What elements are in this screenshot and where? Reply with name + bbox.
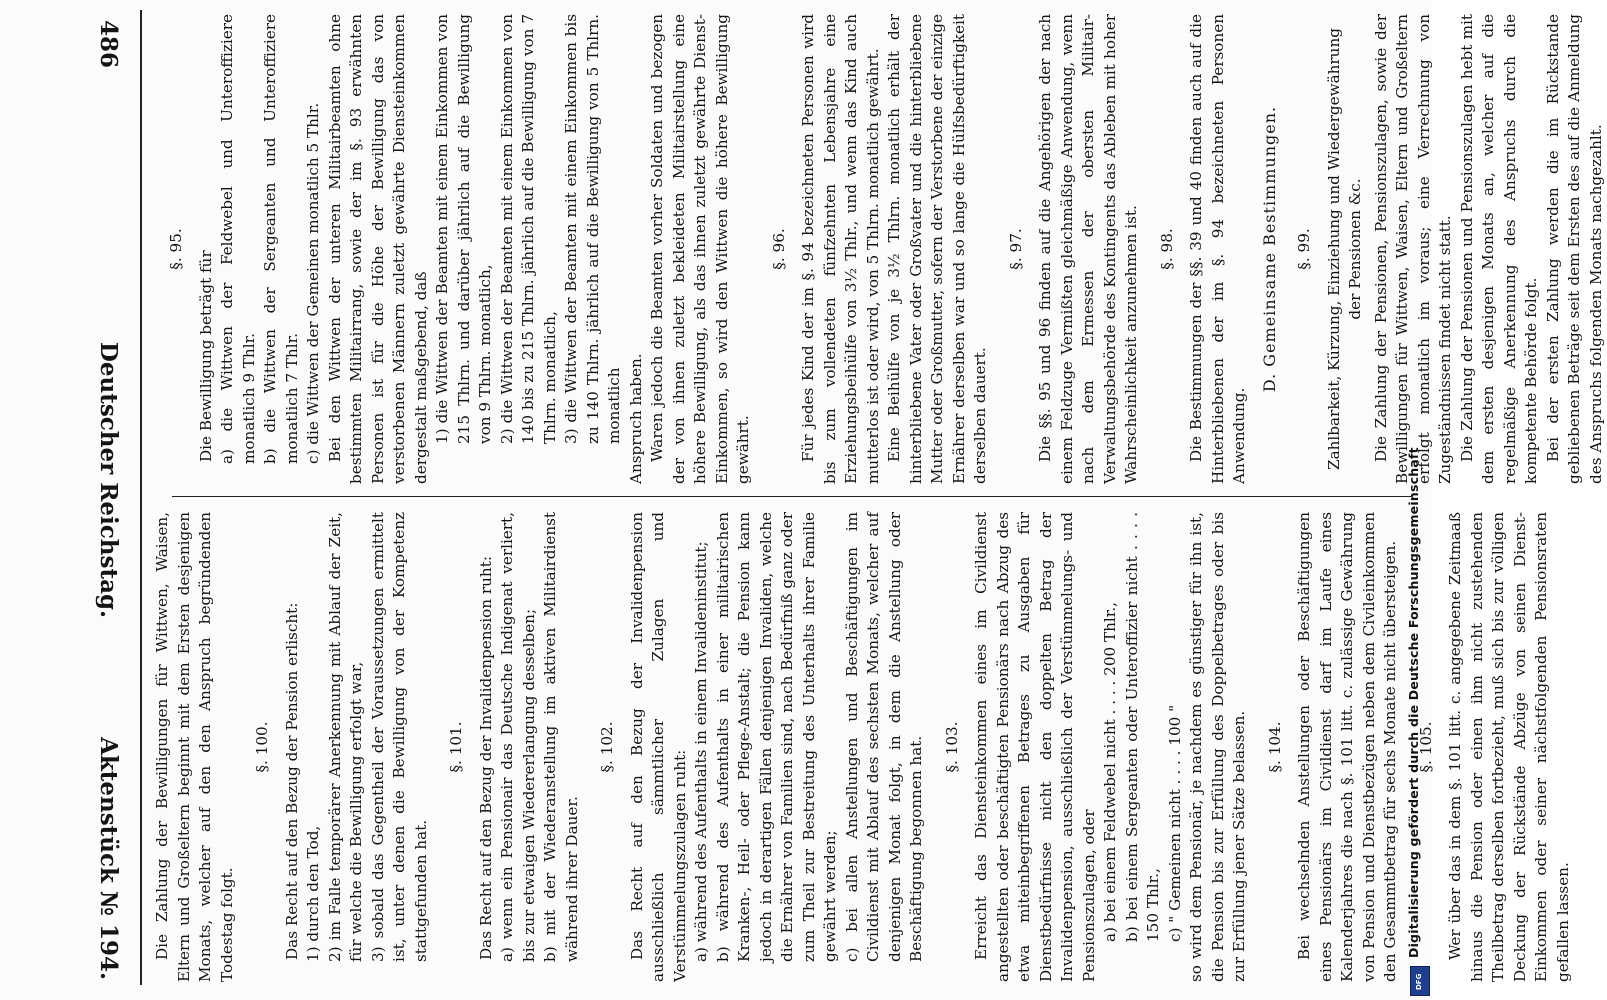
continuation-text: Die Zahlung der Bewilligungen für Wittwen, Waisen, Eltern und Großeltern beginnt mit dem Ersten desjenigen Monats, welcher auf den den Anspruch begründenden Todestag folgt. <box>153 512 236 982</box>
section-97-text: Die §§. 95 und 96 finden auf die Angehörigen der nach einem Feldzuge Vermißten gleichmäßige Anwendung, wenn nach dem Ermessen der obersten Militair-Verwaltungsbehörde des Kontingents das Ableben mit hoher Wahrscheinlichkeit anzunehmen ist. <box>1036 14 1140 484</box>
section-98-title: §. 98. <box>1157 228 1176 270</box>
section-103-item-c: c) " Gemeinen nicht . . . . 100 " <box>1165 704 1184 942</box>
digitization-credit: Digitalisierung gefördert durch die Deutsche Forschungsgemeinschaft <box>1406 447 1421 958</box>
column-divider <box>172 496 1412 497</box>
section-103-end: so wird dem Pensionär, je nachdem es günstiger für ihn ist, die Pension bis zur Erfüllung des Doppelbetrages oder bis zur Erfüllung jener Sätze belassen. <box>1187 512 1248 982</box>
section-99-heading: Zahlbarkeit, Kürzung, Einziehung und Wiedergewährung der Pensionen &c. <box>1324 28 1364 470</box>
section-95-end: Anspruch haben. <box>626 353 645 484</box>
section-101-item-a: a) wenn ein Pensionair das Deutsche Indigenat verliert, bis zur etwaigen Wiedererlangung desselben; <box>498 512 538 962</box>
section-99-text-3: Bei der ersten Zahlung werden die im Rückstande gebliebenen Beträge seit dem Ersten des auf die Anmeldung des Anspruchs folgenden Monats nachgezahlt. <box>1543 14 1605 484</box>
section-95-item-b: b) die Wittwen der Sergeanten und Unteroffiziere monatlich 7 Thlr. <box>261 14 301 464</box>
section-102-item-a: a) während des Aufenthalts in einem Invalideninstitut; <box>692 541 710 962</box>
section-104-text: Bei wechselnden Anstellungen oder Beschäftigungen eines Pensionärs im Civildienst darf im Laufe eines Kalenderjahres die nach §. 101 litt. c. zulässige Gewährung von Pension und Dienstbezügen neben dem Civileinkommen den Gesammtbetrag für sechs Monate nicht übersteigen. <box>1295 512 1399 982</box>
section-95-item-a: a) die Wittwen der Feldwebel und Unteroffiziere monatlich 9 Thlr. <box>218 14 258 464</box>
section-99-text: Die Zahlung der Pensionen, Pensionszulagen, sowie der Bewilligungen für Wittwen, Waisen, Eltern und Großeltern erfolgt monatlich im voraus; eine Verrechnung von Zugeständnissen findet nicht statt. <box>1371 14 1454 484</box>
part-d-heading: D. Gemeinsame Bestimmungen. <box>1259 105 1279 393</box>
section-101-title: §. 101. <box>447 721 465 773</box>
section-100-intro: Das Recht auf den Bezug der Pension erlischt: <box>282 602 301 960</box>
section-96-text-2: Eine Beihülfe von je 3½ Thlrn. monatlich erhält der hinterbliebene Vater oder Großvater und die hinterbliebene Mutter oder Großmutter, sofern der Verstorbene der einzige Ernährer derselben war und so lange die Hülfsbedürftigkeit derselben dauert. <box>885 14 989 484</box>
section-95-item-1: 1) die Wittwen der Beamten mit einem Einkommen von 215 Thlrn. und darüber jährlich auf die Bewilligung von 9 Thlrn. monatlich, <box>433 14 494 444</box>
section-95-item-2: 2) die Wittwen der Beamten mit einem Einkommen von 140 bis zu 215 Thlrn. jährlich auf die Bewilligung von 7 Thlrn. monatlich, <box>497 14 559 444</box>
section-104-title: §. 104. <box>1265 721 1284 773</box>
section-97-title: §. 97. <box>1006 228 1025 270</box>
section-102-item-b: b) während des Aufenthalts in einer militairischen Kranken-, Heil- oder Pflege-Anstalt; die Pension kann jedoch in derartigen Fällen denjenigen Invaliden, welche die Ernährer von Familien sind, nach Bedürfniß ganz oder zum Theil zur Bestreitung des Unterhalts ihrer Familie gewährt werden; <box>713 512 839 962</box>
left-column <box>152 14 1605 484</box>
section-105-title: §. 105. <box>1416 721 1435 773</box>
section-102-intro: Das Recht auf den Bezug der Invalidenpension ausschließlich sämmtlicher Zulagen und Verstümmelungszulagen ruht: <box>627 512 689 982</box>
section-96-title: §. 96. <box>769 228 788 270</box>
section-103-item-b: b) bei einem Sergeanten oder Unteroffizier nicht . . . . 150 Thlr., <box>1122 512 1162 942</box>
section-101-item-b: b) mit der Wiederanstellung im aktiven Militairdienst während ihrer Dauer. <box>541 512 581 962</box>
section-105-text: Wer über das in dem §. 101 litt. c. angegebene Zeitmaaß hinaus die Pension oder einen ihm nicht zustehenden Theilbetrag derselben fortbezieht, muß sich bis zur völligen Deckung der Rückstände Abzüge von seinen Dienst-Einkommen oder seiner nächstfolgenden Pensionsraten gefallen lassen. <box>1446 512 1572 982</box>
section-95-item-c: c) die Wittwen der Gemeinen monatlich 5 Thlr. <box>304 102 322 464</box>
page-number: 486 <box>95 20 122 69</box>
section-95-paragraph: Bei den Wittwen der unteren Militairbeamten ohne bestimmten Militairrang, sowie der im §. 93 erwähnten Personen ist für die Höhe der Bewilligung das von verstorbenen Männern zuletzt gewährte Diensteinkommen dergestalt maßgebend, daß <box>325 14 430 484</box>
section-103-text: Erreicht das Diensteinkommen eines im Civildienst angestellten oder beschäftigten Pensionärs nach Abzug des etwa miteinbegriffenen Betrages zu Ausgaben für Dienstbedürfnisse nicht den doppelten Betrag der Invalidenpension, ausschließlich der Verstümmelungs- und Pensionszulagen, oder <box>972 512 1098 982</box>
dfg-logo <box>1410 966 1430 996</box>
page-subtitle: Aktenstück № 194. <box>95 736 122 980</box>
dfg-logo-text: DFG <box>1415 973 1423 990</box>
page-title: Deutscher Reichstag. <box>95 341 122 619</box>
section-100-title: §. 100. <box>253 721 271 773</box>
section-102-item-c: c) bei allen Anstellungen und Beschäftigungen im Civildienst mit Ablauf des sechsten Monats, welcher auf denjenigen Monat folgt, in dem die Anstellung oder Beschäftigung begonnen hat. <box>842 512 925 962</box>
section-101-intro: Das Recht auf den Bezug der Invalidenpension ruht: <box>476 556 495 960</box>
section-100-item-1: 1) durch den Tod, <box>304 825 322 962</box>
section-99-text-2: Die Zahlung der Pensionen und Pensionszulagen hebt mit dem ersten desjenigen Monats an, welcher auf die regelmäßige Anerkennung des Anspruchs durch die kompetente Behörde folgt. <box>1457 14 1540 484</box>
header-rule <box>140 10 142 985</box>
section-99-title: §. 99. <box>1295 228 1313 270</box>
section-100-item-2: 2) im Falle temporärer Anerkennung mit Ablauf der Zeit, für welche die Bewilligung erfolgt war, <box>325 512 365 962</box>
section-95-item-3: 3) die Wittwen der Beamten mit einem Einkommen bis zu 140 Thlrn. jährlich auf die Bewilligung von 5 Thlrn. monatlich <box>562 14 623 444</box>
section-100-item-3: 3) sobald das Gegentheil der Voraussetzungen ermittelt ist, unter denen die Bewilligung von der Kompetenz stattgefunden hat. <box>368 512 430 962</box>
section-103-title: §. 103. <box>942 721 961 773</box>
section-103-item-a: a) bei einem Feldwebel nicht . . . . 200 Thlr., <box>1101 601 1119 942</box>
section-98-text: Die Bestimmungen der §§. 39 und 40 finden auch auf die Hinterbliebenen der im §. 94 bezeichneten Personen Anwendung. <box>1187 14 1248 484</box>
section-95-title: §. 95. <box>167 228 185 270</box>
section-95-note: Waren jedoch die Beamten vorher Soldaten und bezogen der von ihnen zuletzt bekleideten Militairstellung eine höhere Bewilligung, als das ihnen zuletzt gewährte Dienst-Einkommen, so wird den Wittwen die höhere Bewilligung gewährt. <box>648 14 752 484</box>
section-102-title: §. 102. <box>598 721 616 773</box>
section-96-text: Für jedes Kind der im §. 94 bezeichneten Personen wird bis zum vollendeten fünfzehnten Lebensjahre eine Erziehungsbeihülfe von 3½ Thlr., und wenn das Kind auch mutterlos ist oder wird, von 5 Thlrn. monatlich gewährt. <box>799 14 882 484</box>
section-95-intro: Die Bewilligung beträgt für <box>196 250 215 462</box>
